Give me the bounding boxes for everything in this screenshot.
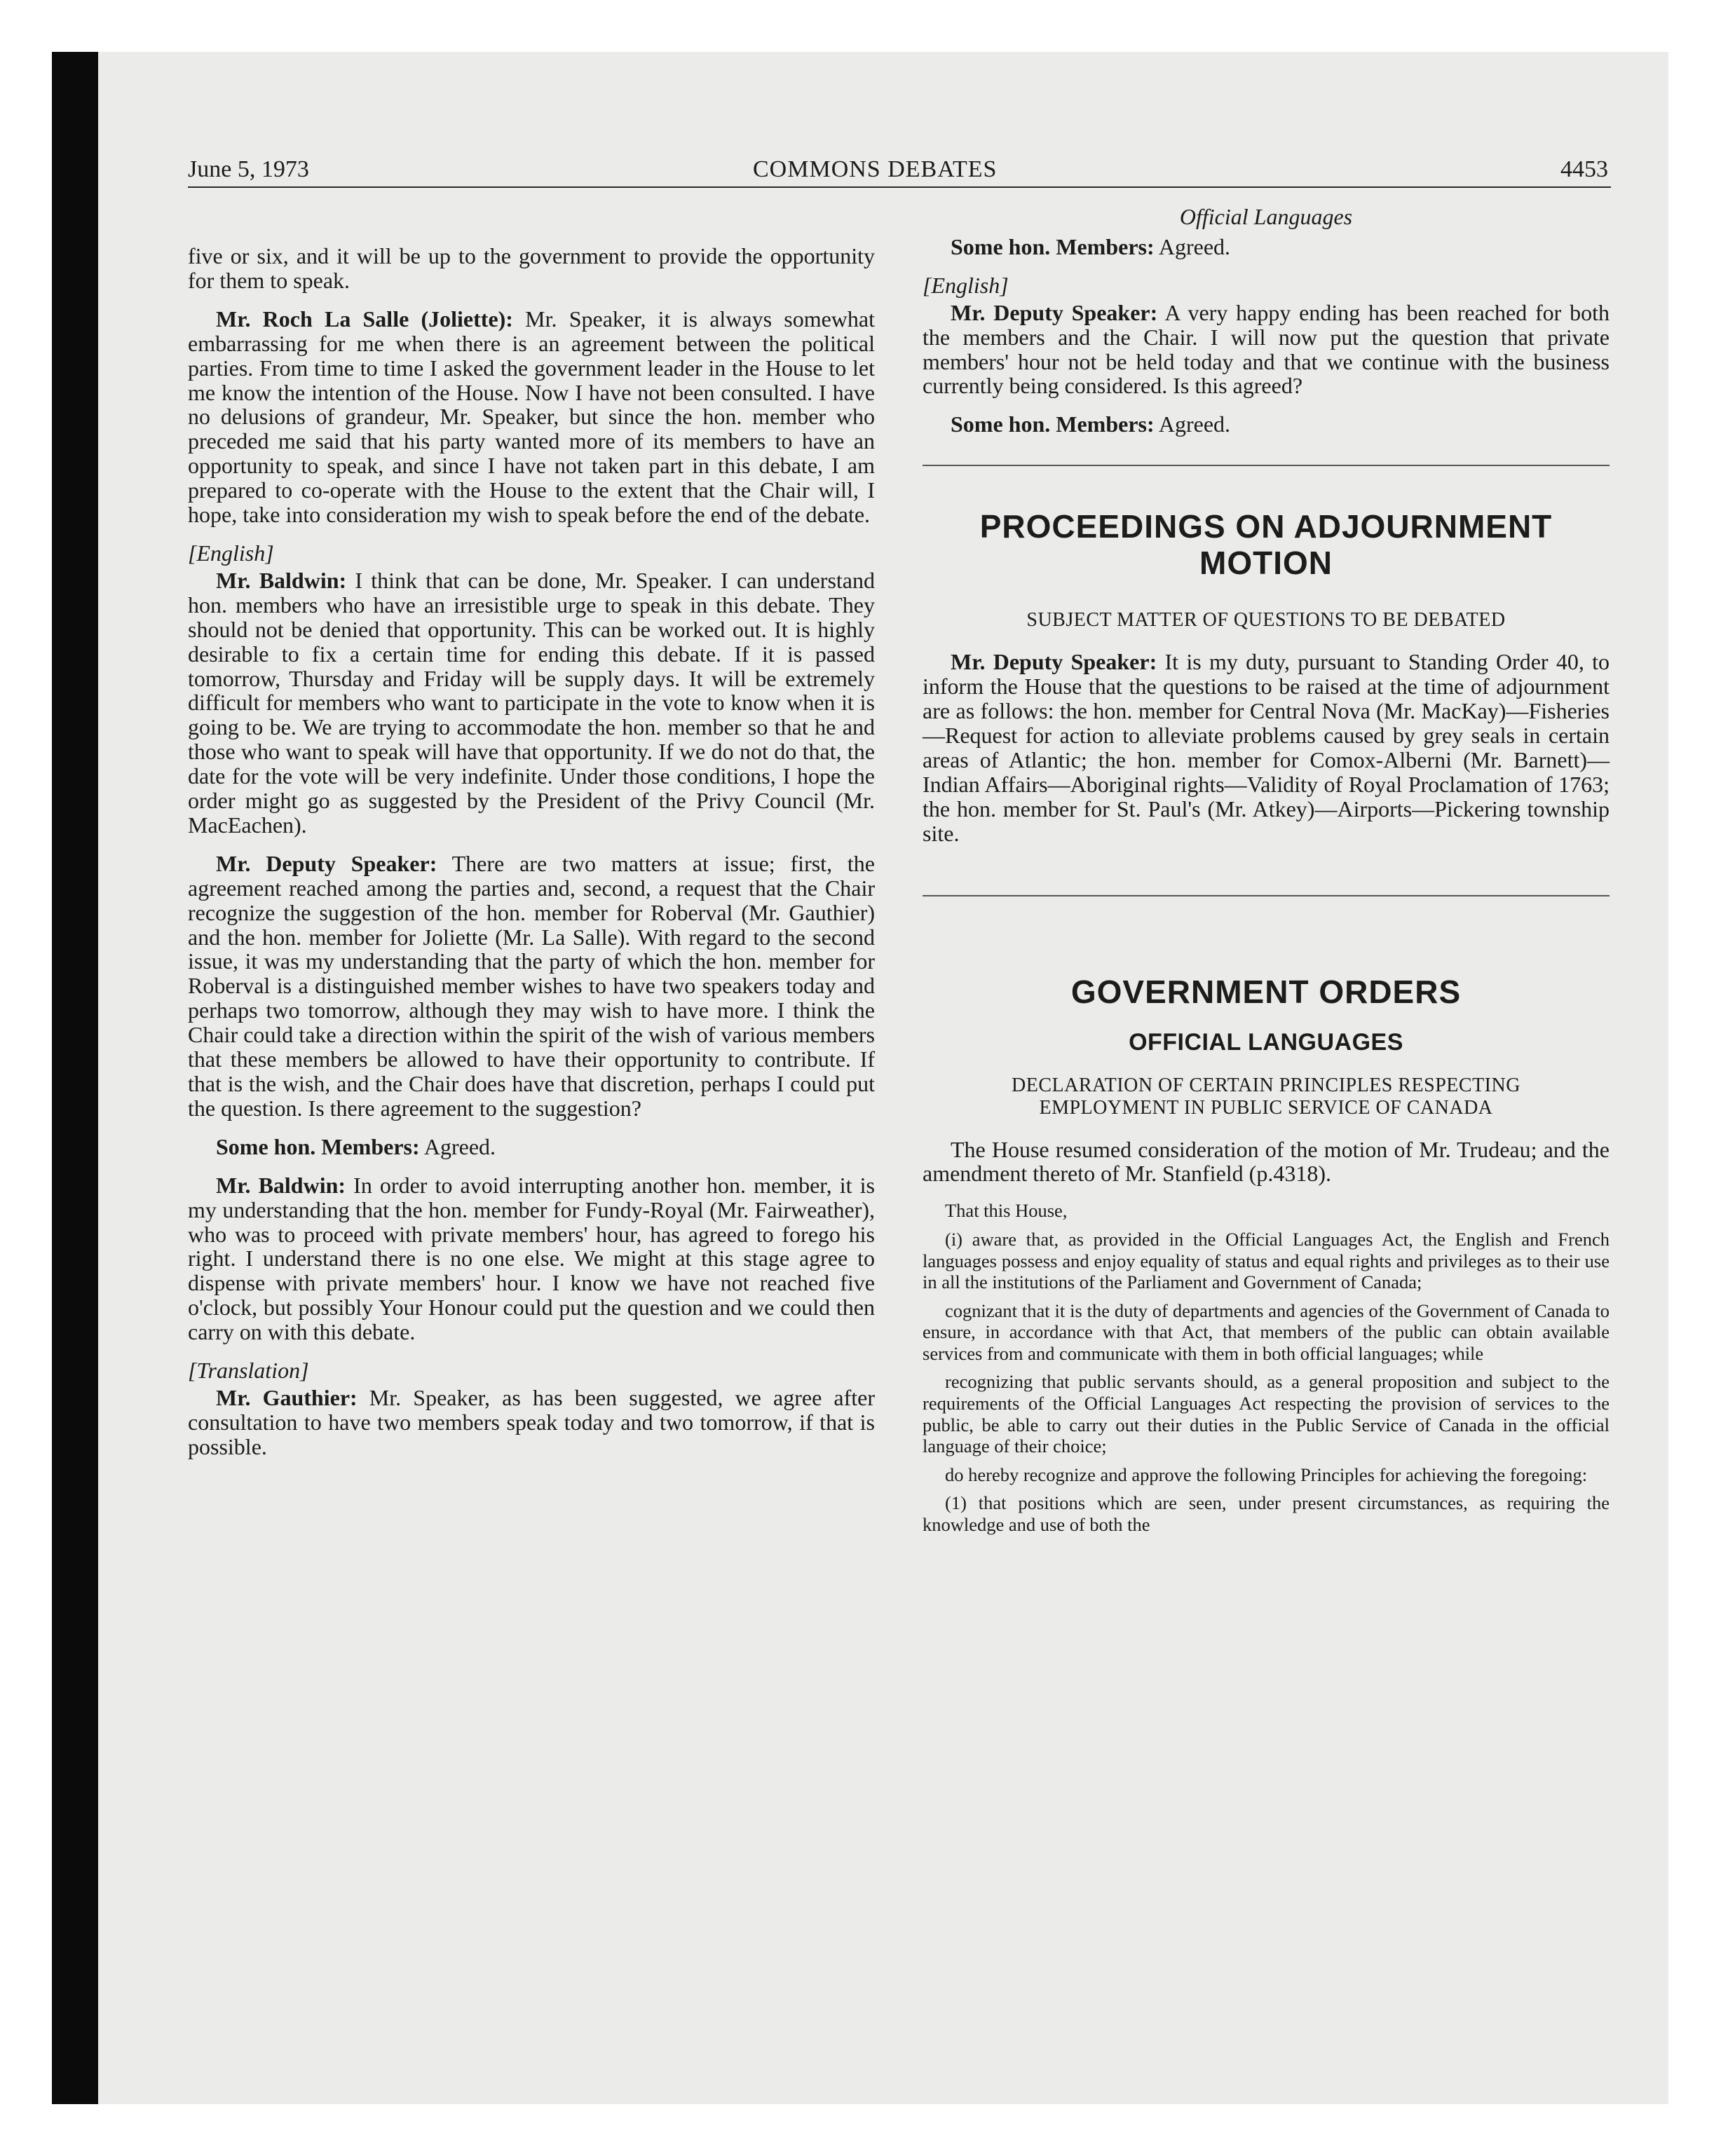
- header-title: COMMONS DEBATES: [753, 156, 998, 182]
- header-date: June 5, 1973: [188, 156, 309, 182]
- speaker-name: Some hon. Members:: [216, 1133, 420, 1159]
- motion-clause: cognizant that it is the duty of departments and agencies of the Government of Canada to ensure, in accordance with that Act, that members of the public can obtain available services from and communicate with them in both official languages; while: [923, 1299, 1610, 1364]
- header-rule: [188, 186, 1611, 188]
- language-tag: [Translation]: [188, 1358, 309, 1384]
- section-divider: [923, 465, 1610, 466]
- paragraph: The House resumed consideration of the motion of Mr. Trudeau; and the amendment thereto of Mr. Stanfield (p.4318).: [923, 1136, 1610, 1187]
- right-column: [923, 205, 1610, 1543]
- motion-clause: do hereby recognize and approve the following Principles for achieving the foregoing:: [945, 1464, 1588, 1485]
- language-tag: [English]: [923, 272, 1009, 298]
- section-subheading: DECLARATION OF CERTAIN PRINCIPLES RESPECTING EMPLOYMENT IN PUBLIC SERVICE OF CANADA: [1012, 1074, 1520, 1119]
- motion-line: That this House,: [945, 1200, 1068, 1222]
- speaker-name: Mr. Gauthier:: [216, 1384, 358, 1410]
- paragraph: [188, 1135, 875, 1159]
- speech-text: Agreed.: [1154, 233, 1231, 259]
- motion-clause: (1) that positions which are seen, under present circumstances, as requiring the knowledge and use of both the: [923, 1492, 1610, 1536]
- section-title: PROCEEDINGS ON ADJOURNMENT MOTION: [979, 508, 1553, 582]
- speech-text: It is my duty, pursuant to Standing Order 40, to inform the House that the questions to be raised at the time of adjournment are as follows: the hon. member for Central Nova (Mr. MacKay)—Fisheries—Request for action to alleviate problems caused by grey seals in certain areas of Atlantic; the hon. member for Comox-Alberni (Mr. Barnett)—Indian Affairs—Aboriginal rights—Validity of Royal Proclamation of 1763; the hon. member for St. Paul's (Mr. Atkey)—Airports—Pickering township site.: [923, 649, 1610, 846]
- speech-text: A very happy ending has been reached for both the members and the Chair. I will now put the question that private members' hour not be held today and that we continue with the business currently being considered. Is this agreed?: [923, 299, 1610, 399]
- motion-clause: recognizing that public servants should, as a general proposition and subject to the requirements of the Official Languages Act respecting the provision of services to the public, be able to carry out their duties in the Public Service of Canada in the official language of their choice;: [923, 1371, 1610, 1457]
- running-head: Official Languages: [1179, 204, 1353, 229]
- paragraph: [188, 1173, 875, 1344]
- speaker-name: Mr. Baldwin:: [216, 567, 347, 593]
- speaker-name: Some hon. Members:: [951, 233, 1155, 259]
- motion-clause: (i) aware that, as provided in the Official Languages Act, the English and French languages possess and enjoy equality of status and equal rights and privileges as to their use in all the institutions of the Parliament and Government of Canada;: [923, 1228, 1610, 1293]
- paragraph: [188, 568, 875, 838]
- paragraph: [923, 235, 1610, 259]
- section-subtitle: OFFICIAL LANGUAGES: [1129, 1028, 1403, 1056]
- motion-text: [923, 1200, 1610, 1535]
- speech-text: Mr. Speaker, it is always somewhat embarrassing for me when there is an agreement between the political parties. From time to time I asked the government leader in the House to let me know the intention of the House. Now I have not been consulted. I have no delusions of grandeur, Mr. Speaker, but since the hon. member who preceded me said that his party wanted more of its members to have an opportunity to speak, and since I have not taken part in this debate, I am prepared to co-operate with the House to the extent that the Chair will, I hope, take into consideration my wish to speak before the end of the debate.: [188, 306, 876, 528]
- speaker-name: Mr. Deputy Speaker:: [216, 850, 437, 876]
- speech-text: Agreed.: [1154, 411, 1231, 437]
- section-title: GOVERNMENT ORDERS: [1070, 973, 1462, 1010]
- speaker-name: Mr. Deputy Speaker:: [951, 649, 1157, 675]
- speaker-name: Mr. Roch La Salle (Joliette):: [216, 306, 513, 332]
- speech-text: Mr. Speaker, as has been suggested, we agree after consultation to have two members speak today and two tomorrow, if that is possible.: [188, 1384, 876, 1459]
- speech-text: There are two matters at issue; first, the agreement reached among the parties and, second, a request that the Chair recognize the suggestion of the hon. member for Roberval (Mr. Gauthier) and the hon. member for Joliette (Mr. La Salle). With regard to the second issue, it was my understanding that the party of which the hon. member for Roberval is a distinguished member wishes to have two speakers today and perhaps two tomorrow, although they may wish to have more. I think the Chair could take a direction within the spirit of the wish of various members that these members be allowed to have their opportunity to contribute. If that is the wish, and the Chair does have that discretion, perhaps I could put the question. Is there agreement to the suggestion?: [188, 850, 876, 1121]
- paragraph: [188, 1386, 875, 1459]
- section-subtitle: SUBJECT MATTER OF QUESTIONS TO BE DEBATED: [1026, 609, 1506, 632]
- speaker-name: Mr. Deputy Speaker:: [951, 299, 1158, 325]
- left-column: [188, 205, 875, 1473]
- paragraph: [188, 307, 875, 527]
- paragraph: [923, 650, 1610, 845]
- paragraph: [923, 301, 1610, 399]
- speaker-name: Mr. Baldwin:: [216, 1172, 346, 1198]
- paragraph: [923, 412, 1610, 437]
- speaker-name: Some hon. Members:: [951, 411, 1155, 437]
- speech-text: I think that can be done, Mr. Speaker. I can understand hon. members who have an irresistible urge to speak in this debate. They should not be denied that opportunity. This can be worked out. It is highly desirable to fix a certain time for ending this debate. If it is passed tomorrow, Thursday and Friday will be supply days. It will be extremely difficult for members who want to participate in the vote to know when it is going to be. We are trying to accommodate the hon. member so that he and those who want to speak will have that opportunity. If we do not do that, the date for the vote will be very indefinite. Under those conditions, I hope the order might go as suggested by the President of the Privy Council (Mr. MacEachen).: [188, 567, 876, 838]
- speech-text: Agreed.: [419, 1133, 496, 1159]
- section-divider: [923, 895, 1610, 896]
- header-page-number: 4453: [1560, 156, 1608, 182]
- paragraph: [188, 852, 875, 1121]
- paragraph: five or six, and it will be up to the government to provide the opportunity for them to speak.: [188, 243, 875, 293]
- language-tag: [English]: [188, 540, 274, 566]
- speech-text: In order to avoid interrupting another hon. member, it is my understanding that the hon. member for Fundy-Royal (Mr. Fairweather), who was to proceed with private members' hour, has agreed to forego his right. I understand there is no one else. We might at this stage agree to dispense with private members' hour. I know we have not reached five o'clock, but possibly Your Honour could put the question and we could then carry on with this debate.: [188, 1172, 876, 1345]
